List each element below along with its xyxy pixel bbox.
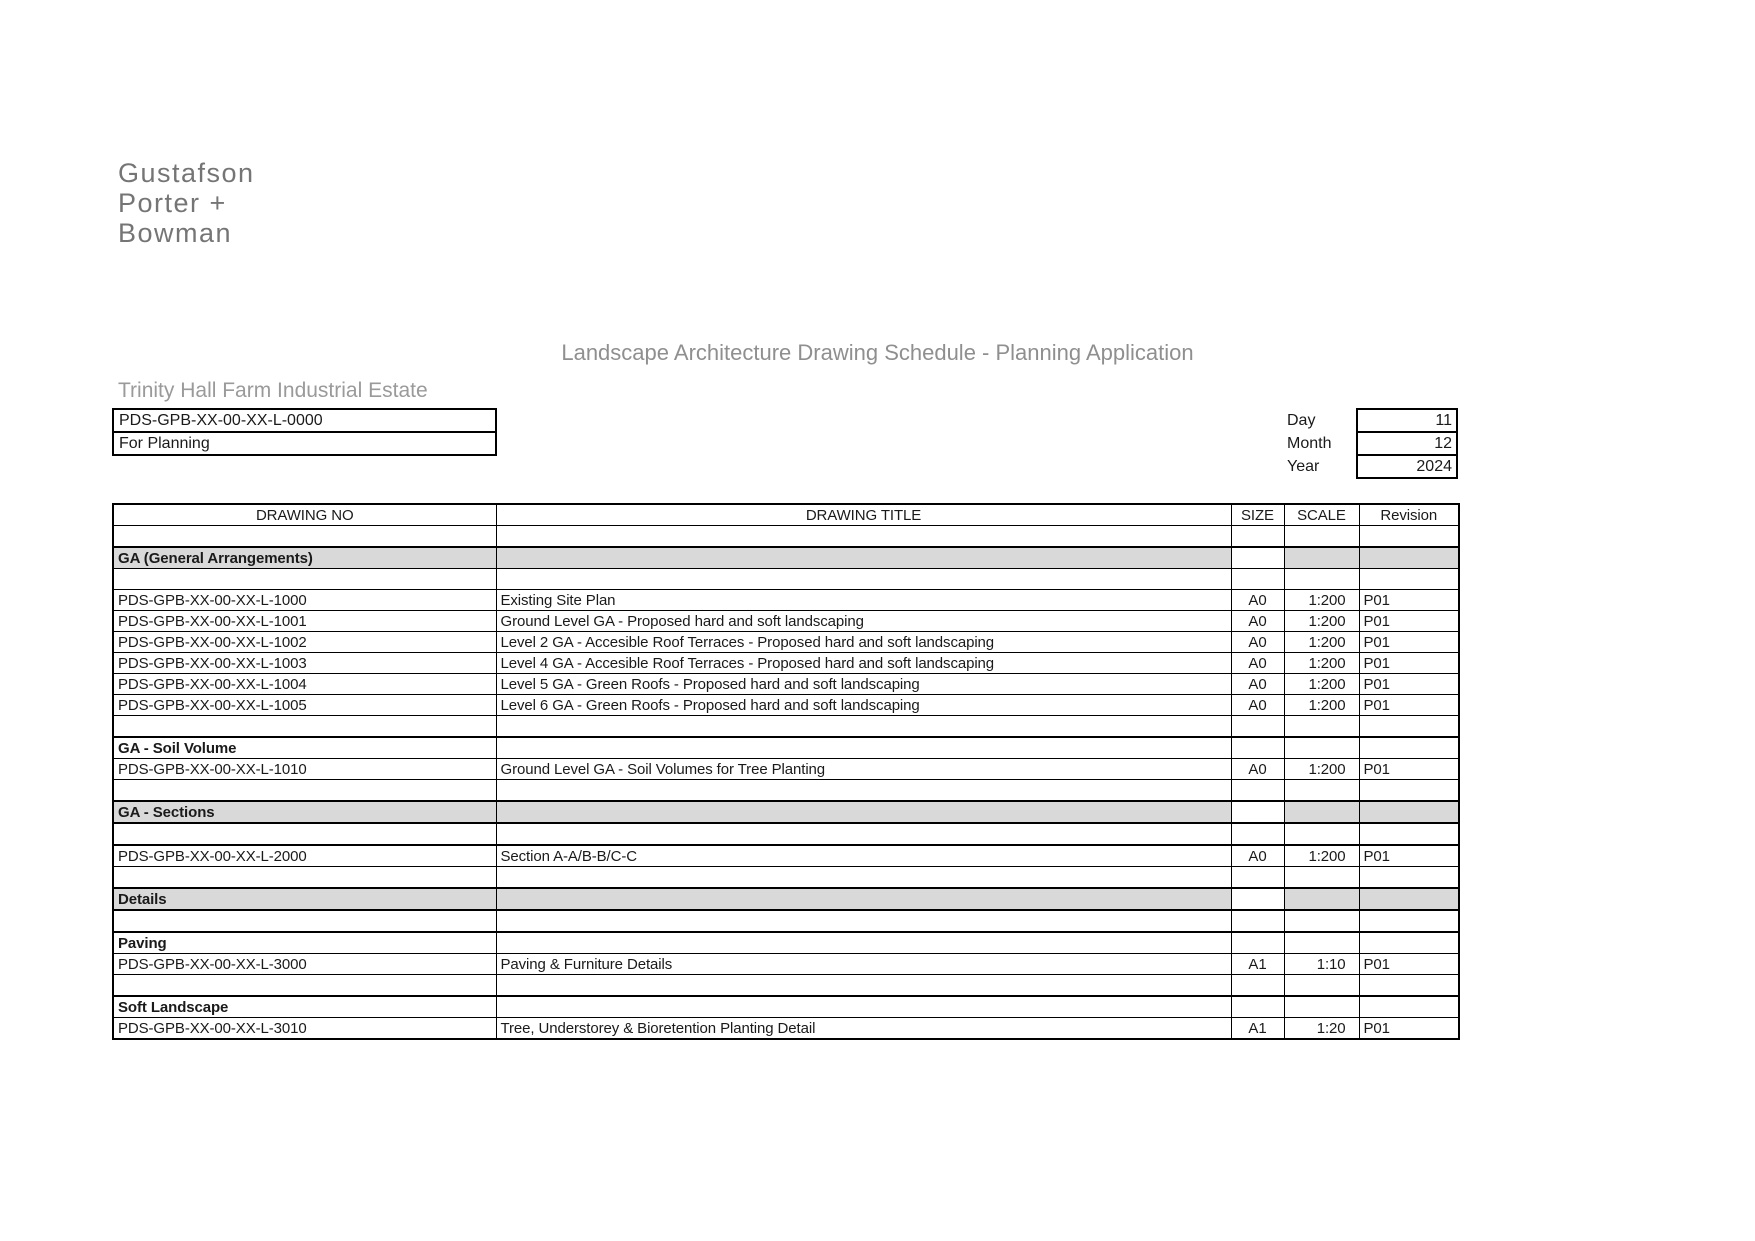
day-label: Day — [1287, 412, 1316, 429]
day-value-box: 11 — [1356, 408, 1458, 433]
table-row — [113, 1018, 1459, 1040]
drawing-no-cell: PDS-GPB-XX-00-XX-L-1003 — [113, 653, 496, 674]
spacer-row — [113, 526, 1459, 548]
header-scale: SCALE — [1284, 504, 1359, 526]
table-row — [113, 653, 1459, 674]
header-drawing-title: DRAWING TITLE — [496, 504, 1231, 526]
drawing-title-cell: Tree, Understorey & Bioretention Planting Detail — [496, 1018, 1231, 1040]
revision-cell: P01 — [1359, 1018, 1459, 1040]
drawing-no-cell: PDS-GPB-XX-00-XX-L-1005 — [113, 695, 496, 716]
size-cell: A0 — [1231, 611, 1284, 632]
logo-line-2: Porter + — [118, 188, 227, 218]
section-label: Paving — [113, 932, 496, 954]
table-row — [113, 695, 1459, 716]
header-drawing-no: DRAWING NO — [113, 504, 496, 526]
drawing-title-cell: Level 6 GA - Green Roofs - Proposed hard and soft landscaping — [496, 695, 1231, 716]
company-logo — [118, 158, 255, 248]
month-value-box: 12 — [1356, 431, 1458, 456]
scale-cell: 1:20 — [1284, 1018, 1359, 1040]
size-cell: A0 — [1231, 674, 1284, 695]
drawing-no-cell: PDS-GPB-XX-00-XX-L-1000 — [113, 590, 496, 611]
revision-cell: P01 — [1359, 590, 1459, 611]
drawing-no-cell: PDS-GPB-XX-00-XX-L-3000 — [113, 954, 496, 975]
size-cell: A0 — [1231, 653, 1284, 674]
section-label: GA (General Arrangements) — [113, 547, 496, 569]
drawing-title-cell: Existing Site Plan — [496, 590, 1231, 611]
scale-cell: 1:200 — [1284, 674, 1359, 695]
status-box: For Planning — [112, 431, 497, 456]
date-block — [1287, 408, 1458, 479]
year-value-box: 2024 — [1356, 454, 1458, 479]
header-size: SIZE — [1231, 504, 1284, 526]
table-row — [113, 845, 1459, 867]
section-row-ga-general-arrangements — [113, 547, 1459, 569]
drawing-title-cell: Level 2 GA - Accesible Roof Terraces - Proposed hard and soft landscaping — [496, 632, 1231, 653]
table-row — [113, 611, 1459, 632]
date-row-month — [1287, 431, 1458, 456]
date-row-day — [1287, 408, 1458, 433]
section-label: GA - Soil Volume — [113, 737, 496, 759]
drawing-title-cell: Ground Level GA - Soil Volumes for Tree Planting — [496, 759, 1231, 780]
scale-cell: 1:200 — [1284, 695, 1359, 716]
scale-cell: 1:10 — [1284, 954, 1359, 975]
revision-cell: P01 — [1359, 674, 1459, 695]
drawing-title-cell: Section A-A/B-B/C-C — [496, 845, 1231, 867]
scale-cell: 1:200 — [1284, 590, 1359, 611]
scale-cell: 1:200 — [1284, 759, 1359, 780]
section-label: GA - Sections — [113, 801, 496, 823]
section-row-ga-sections — [113, 801, 1459, 823]
revision-cell: P01 — [1359, 845, 1459, 867]
drawing-title-cell: Ground Level GA - Proposed hard and soft landscaping — [496, 611, 1231, 632]
size-cell: A0 — [1231, 845, 1284, 867]
document-title: Landscape Architecture Drawing Schedule - Planning Application — [561, 340, 1194, 365]
year-label: Year — [1287, 458, 1320, 475]
revision-cell: P01 — [1359, 695, 1459, 716]
drawing-no-cell: PDS-GPB-XX-00-XX-L-1002 — [113, 632, 496, 653]
size-cell: A1 — [1231, 954, 1284, 975]
scale-cell: 1:200 — [1284, 632, 1359, 653]
drawing-no-cell: PDS-GPB-XX-00-XX-L-2000 — [113, 845, 496, 867]
spacer-row — [113, 867, 1459, 889]
spacer-row — [113, 910, 1459, 932]
logo-line-3: Bowman — [118, 218, 233, 248]
scale-cell: 1:200 — [1284, 845, 1359, 867]
drawing-no-cell: PDS-GPB-XX-00-XX-L-3010 — [113, 1018, 496, 1040]
spacer-row — [113, 823, 1459, 845]
table-row — [113, 674, 1459, 695]
month-label: Month — [1287, 435, 1332, 452]
drawing-schedule-table — [112, 503, 1460, 1040]
spacer-row — [113, 780, 1459, 802]
table-row — [113, 632, 1459, 653]
scale-cell: 1:200 — [1284, 611, 1359, 632]
drawing-number-box: PDS-GPB-XX-00-XX-L-0000 — [112, 408, 497, 433]
logo-line-1: Gustafson — [118, 158, 255, 188]
scale-cell: 1:200 — [1284, 653, 1359, 674]
size-cell: A0 — [1231, 695, 1284, 716]
section-row-soft-landscape — [113, 996, 1459, 1018]
table-row — [113, 590, 1459, 611]
spacer-row — [113, 569, 1459, 590]
table-row — [113, 954, 1459, 975]
drawing-no-cell: PDS-GPB-XX-00-XX-L-1004 — [113, 674, 496, 695]
spacer-row — [113, 716, 1459, 738]
date-row-year — [1287, 454, 1458, 479]
section-label: Soft Landscape — [113, 996, 496, 1018]
revision-cell: P01 — [1359, 954, 1459, 975]
size-cell: A0 — [1231, 590, 1284, 611]
table-header-row — [113, 504, 1459, 526]
drawing-no-cell: PDS-GPB-XX-00-XX-L-1010 — [113, 759, 496, 780]
section-row-paving — [113, 932, 1459, 954]
revision-cell: P01 — [1359, 611, 1459, 632]
table-row — [113, 759, 1459, 780]
header-revision: Revision — [1359, 504, 1459, 526]
revision-cell: P01 — [1359, 759, 1459, 780]
project-name: Trinity Hall Farm Industrial Estate — [118, 379, 428, 402]
section-row-details — [113, 888, 1459, 910]
drawing-no-cell: PDS-GPB-XX-00-XX-L-1001 — [113, 611, 496, 632]
size-cell: A0 — [1231, 632, 1284, 653]
size-cell: A0 — [1231, 759, 1284, 780]
spacer-row — [113, 975, 1459, 997]
revision-cell: P01 — [1359, 653, 1459, 674]
project-meta-boxes — [112, 408, 497, 456]
drawing-title-cell: Paving & Furniture Details — [496, 954, 1231, 975]
section-row-ga-soil-volume — [113, 737, 1459, 759]
revision-cell: P01 — [1359, 632, 1459, 653]
drawing-title-cell: Level 4 GA - Accesible Roof Terraces - Proposed hard and soft landscaping — [496, 653, 1231, 674]
size-cell: A1 — [1231, 1018, 1284, 1040]
drawing-title-cell: Level 5 GA - Green Roofs - Proposed hard and soft landscaping — [496, 674, 1231, 695]
section-label: Details — [113, 888, 496, 910]
